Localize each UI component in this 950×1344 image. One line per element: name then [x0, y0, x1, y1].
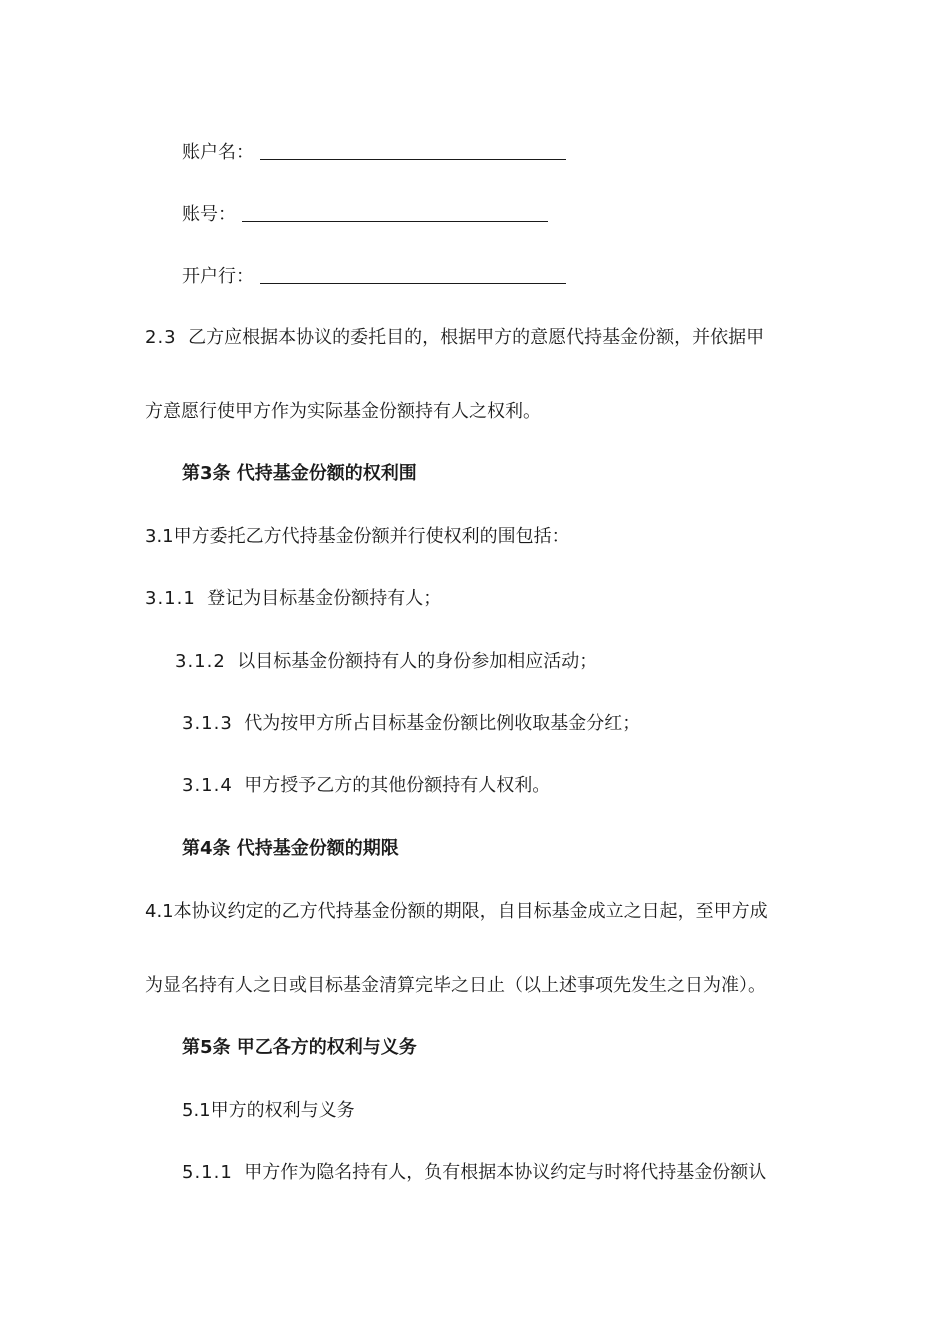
clause-3-1-1-text: 登记为目标基金份额持有人；	[207, 588, 442, 609]
bank-field	[182, 263, 566, 289]
clause-3-1-1	[145, 587, 441, 611]
account-number-label: 账号：	[182, 204, 236, 225]
clause-5-1: 5.1甲方的权利与义务	[182, 1100, 355, 1121]
clause-2-3-text-1: 乙方应根据本协议的委托目的，根据甲方的意愿代持基金份额，并依据甲	[188, 327, 765, 348]
clause-5-1-1-text: 甲方作为隐名持有人，负有根据本协议约定与时将代持基金份额认	[244, 1162, 767, 1183]
clause-2-3-line-2: 方意愿行使甲方作为实际基金份额持有人之权利。	[145, 401, 541, 422]
clause-2-3-number: 2.3	[145, 327, 177, 348]
clause-3-1-3-number: 3.1.3	[182, 713, 233, 734]
clause-3-1-2	[175, 650, 597, 674]
bank-blank[interactable]	[260, 263, 566, 284]
account-name-label: 账户名：	[182, 142, 254, 163]
clause-2-3-line-1	[145, 326, 764, 350]
clause-3-1-3-text: 代为按甲方所占目标基金份额比例收取基金分红；	[244, 713, 641, 734]
clause-5-1-1-number: 5.1.1	[182, 1162, 233, 1183]
clause-3-1-4-text: 甲方授予乙方的其他份额持有人权利。	[244, 775, 551, 796]
article-5-heading: 第5条 甲乙各方的权利与义务	[182, 1037, 417, 1058]
clause-4-1-line-1: 4.1本协议约定的乙方代持基金份额的期限，自目标基金成立之日起，至甲方成	[145, 901, 768, 922]
clause-3-1-4	[182, 774, 550, 798]
clause-3-1: 3.1甲方委托乙方代持基金份额并行使权利的围包括：	[145, 526, 570, 547]
clause-3-1-1-number: 3.1.1	[145, 588, 196, 609]
clause-3-1-2-text: 以目标基金份额持有人的身份参加相应活动；	[237, 651, 598, 672]
account-number-field	[182, 201, 548, 227]
account-number-blank[interactable]	[242, 201, 548, 222]
article-4-heading: 第4条 代持基金份额的期限	[182, 838, 399, 859]
clause-4-1-line-2: 为显名持有人之日或目标基金清算完毕之日止（以上述事项先发生之日为准）。	[145, 975, 766, 996]
account-name-field	[182, 139, 566, 165]
clause-3-1-4-number: 3.1.4	[182, 775, 233, 796]
clause-5-1-1	[182, 1161, 766, 1185]
article-3-heading: 第3条 代持基金份额的权利围	[182, 463, 417, 484]
account-name-blank[interactable]	[260, 139, 566, 160]
clause-3-1-2-number: 3.1.2	[175, 651, 226, 672]
bank-label: 开户行：	[182, 266, 254, 287]
clause-3-1-3	[182, 712, 640, 736]
